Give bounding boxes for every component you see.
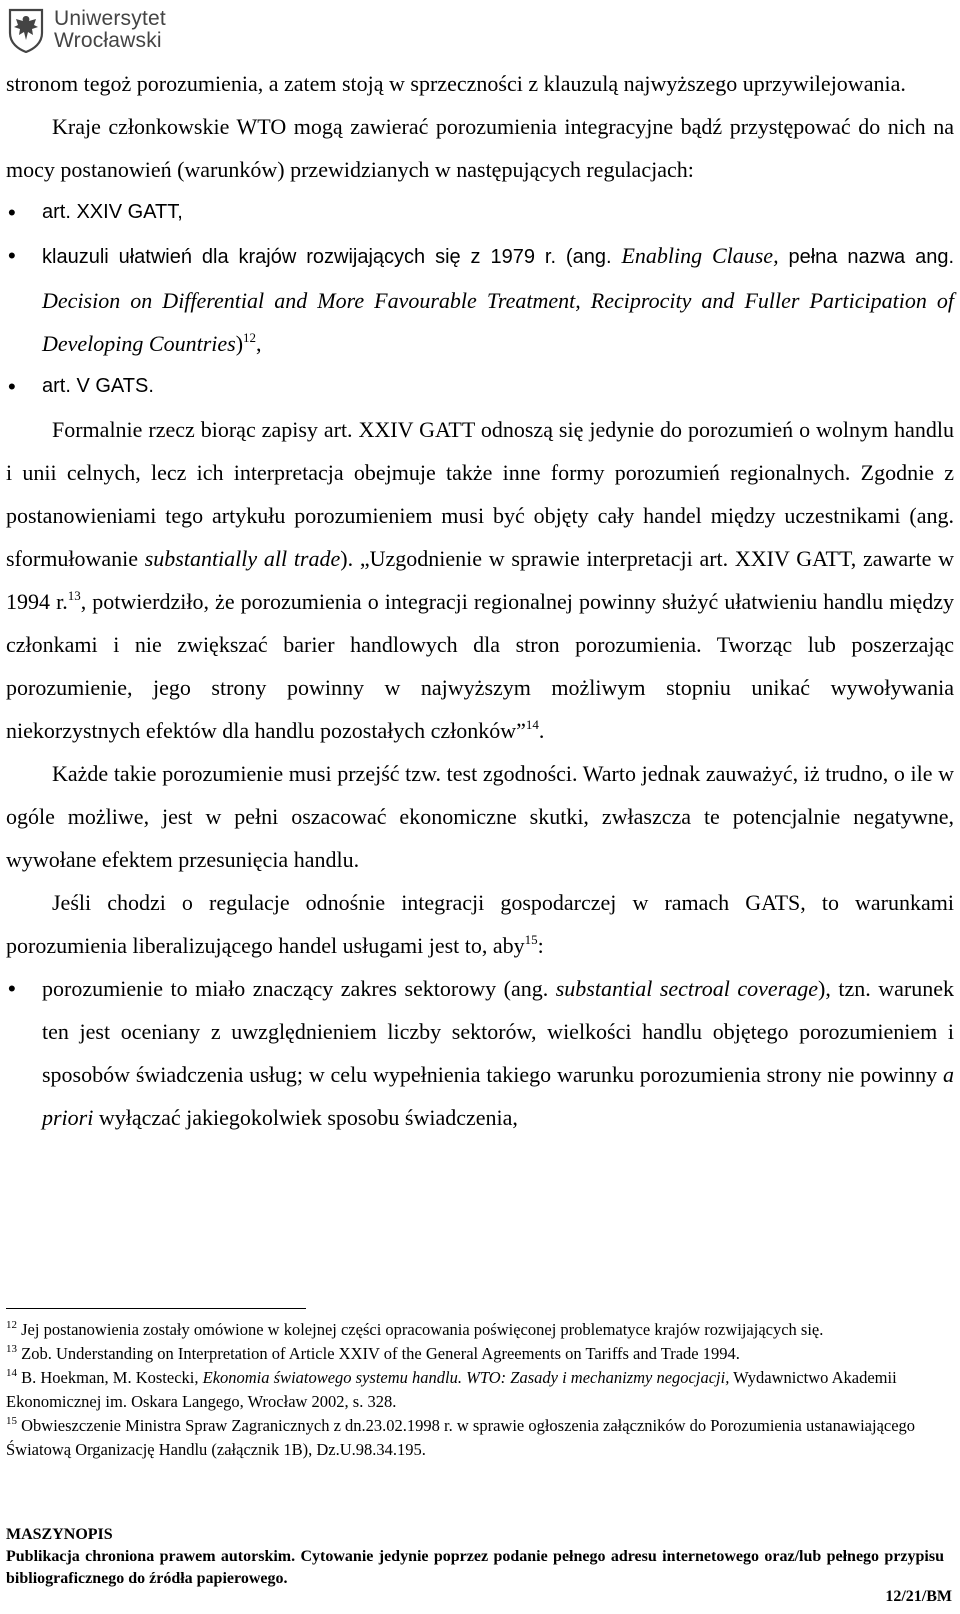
copyright-footer (6, 1524, 944, 1590)
footnote-14: $^{14}$ B. Hoekman, M. Kostecki, Ekonomia światowego systemu handlu. WTO: Zasady i mechanizmy negocjacji, Wydawnictwo Akademii Ekonomicznej im. Oskara Langego, Wrocław 2002, s. 328. (6, 1367, 897, 1411)
manuscript-label: MASZYNOPIS (6, 1526, 113, 1543)
footnote-12: $^{12}$ Jej postanowienia zostały omówione w kolejnej części opracowania poświęconej problematyce krajów rozwijających się. (6, 1319, 824, 1339)
footnote-ref[interactable]: 15 (524, 932, 538, 947)
footnote-13: $^{13}$ Zob. Understanding on Interpretation of Article XXIV of the General Agreements on Tariffs and Trade 1994. (6, 1343, 740, 1363)
conditions-list (6, 967, 954, 1139)
paragraph-5: Jeśli chodzi o regulacje odnośnie integracji gospodarczej w ramach GATS, to warunkami porozumienia liberalizującego handel usługami jest to, aby$^{15}$: (6, 890, 954, 958)
list-item: • art. V GATS. (6, 365, 954, 408)
logo-line-1: Uniwersytet (54, 7, 166, 30)
footnote-ref[interactable]: 12 (243, 330, 257, 345)
footnotes (6, 1318, 944, 1462)
regulations-list (6, 191, 954, 408)
footnote-ref[interactable]: 13 (67, 588, 81, 603)
paragraph-4: Każde takie porozumienie musi przejść tzw. test zgodności. Warto jednak zauważyć, iż trudno, o ile w ogóle możliwe, jest w pełni oszacować ekonomiczne skutki, zwłaszcza te potencjalnie negatywne, wywołane efektem przesunięcia handlu. (6, 761, 954, 872)
logo-line-2: Wrocławski (54, 29, 162, 52)
list-item: • porozumienie to miało znaczący zakres sektorowy (ang. substantial sectroal coverage), tzn. warunek ten jest oceniany z uwzględnieniem liczby sektorów, wielkości handlu objętego porozumieniem i sposobów świadczenia usług; w celu wypełnienia takiego warunku porozumienia strony nie powinny a priori wyłączać jakiegokolwiek sposobu świadczenia, (6, 967, 954, 1139)
university-logo (6, 6, 166, 54)
footnote-15: $^{15}$ Obwieszczenie Ministra Spraw Zagranicznych z dn.23.02.1998 r. w sprawie ogłoszenia załączników do Porozumienia ustanawiającego Światową Organizację Handlu (załącznik 1B), Dz.U.98.34.195. (6, 1415, 916, 1459)
copyright-notice: Publikacja chroniona prawem autorskim. Cytowanie jedynie poprzez podanie pełnego adresu internetowego oraz/lub pełnego przypisu bibliograficznego do źródła papierowego. (6, 1548, 944, 1587)
footnote-divider (6, 1308, 306, 1309)
eagle-emblem-icon (6, 7, 46, 53)
paragraph-2: Kraje członkowskie WTO mogą zawierać porozumienia integracyjne bądź przystępować do nich na mocy postanowień (warunków) przewidzianych w następujących regulacjach: (6, 114, 954, 182)
paragraph-3: Formalnie rzecz biorąc zapisy art. XXIV GATT odnoszą się jedynie do porozumień o wolnym handlu i unii celnych, lecz ich interpretacja obejmuje także inne formy porozumień regionalnych. Zgodnie z postanowieniami tego artykułu porozumieniem musi być objęty cały handel między uczestnikami (ang. sformułowanie substantially all trade). „Uzgodnienie w sprawie interpretacji art. XXIV GATT, zawarte w 1994 r.$^{13}$, potwierdziło, że porozumienia o integracji regionalnej powinny służyć ułatwieniu handlu między członkami i nie zwiększać barier handlowych dla stron porozumienia. Tworząc lub poszerzając porozumienie, jego strony powinny w najwyższym możliwym stopniu unikać wywoływania niekorzystnych efektów dla handlu pozostałych członków”$^{14}$. (6, 417, 954, 743)
paragraph-1: stronom tegoż porozumienia, a zatem stoją w sprzeczności z klauzulą najwyższego uprzywilejowania. (6, 71, 906, 96)
footnote-ref[interactable]: 14 (525, 717, 539, 732)
document-body (6, 62, 954, 1139)
list-item: • art. XXIV GATT, (6, 191, 954, 234)
list-item: • klauzuli ułatwień dla krajów rozwijających się z 1979 r. (ang. Enabling Clause, pełna nazwa ang. Decision on Differential and More Favourable Treatment, Reciprocity and Fuller Participation of Developing Countries)$^{12}$, (6, 234, 954, 365)
page-number: 12/21/BM (885, 1588, 952, 1605)
